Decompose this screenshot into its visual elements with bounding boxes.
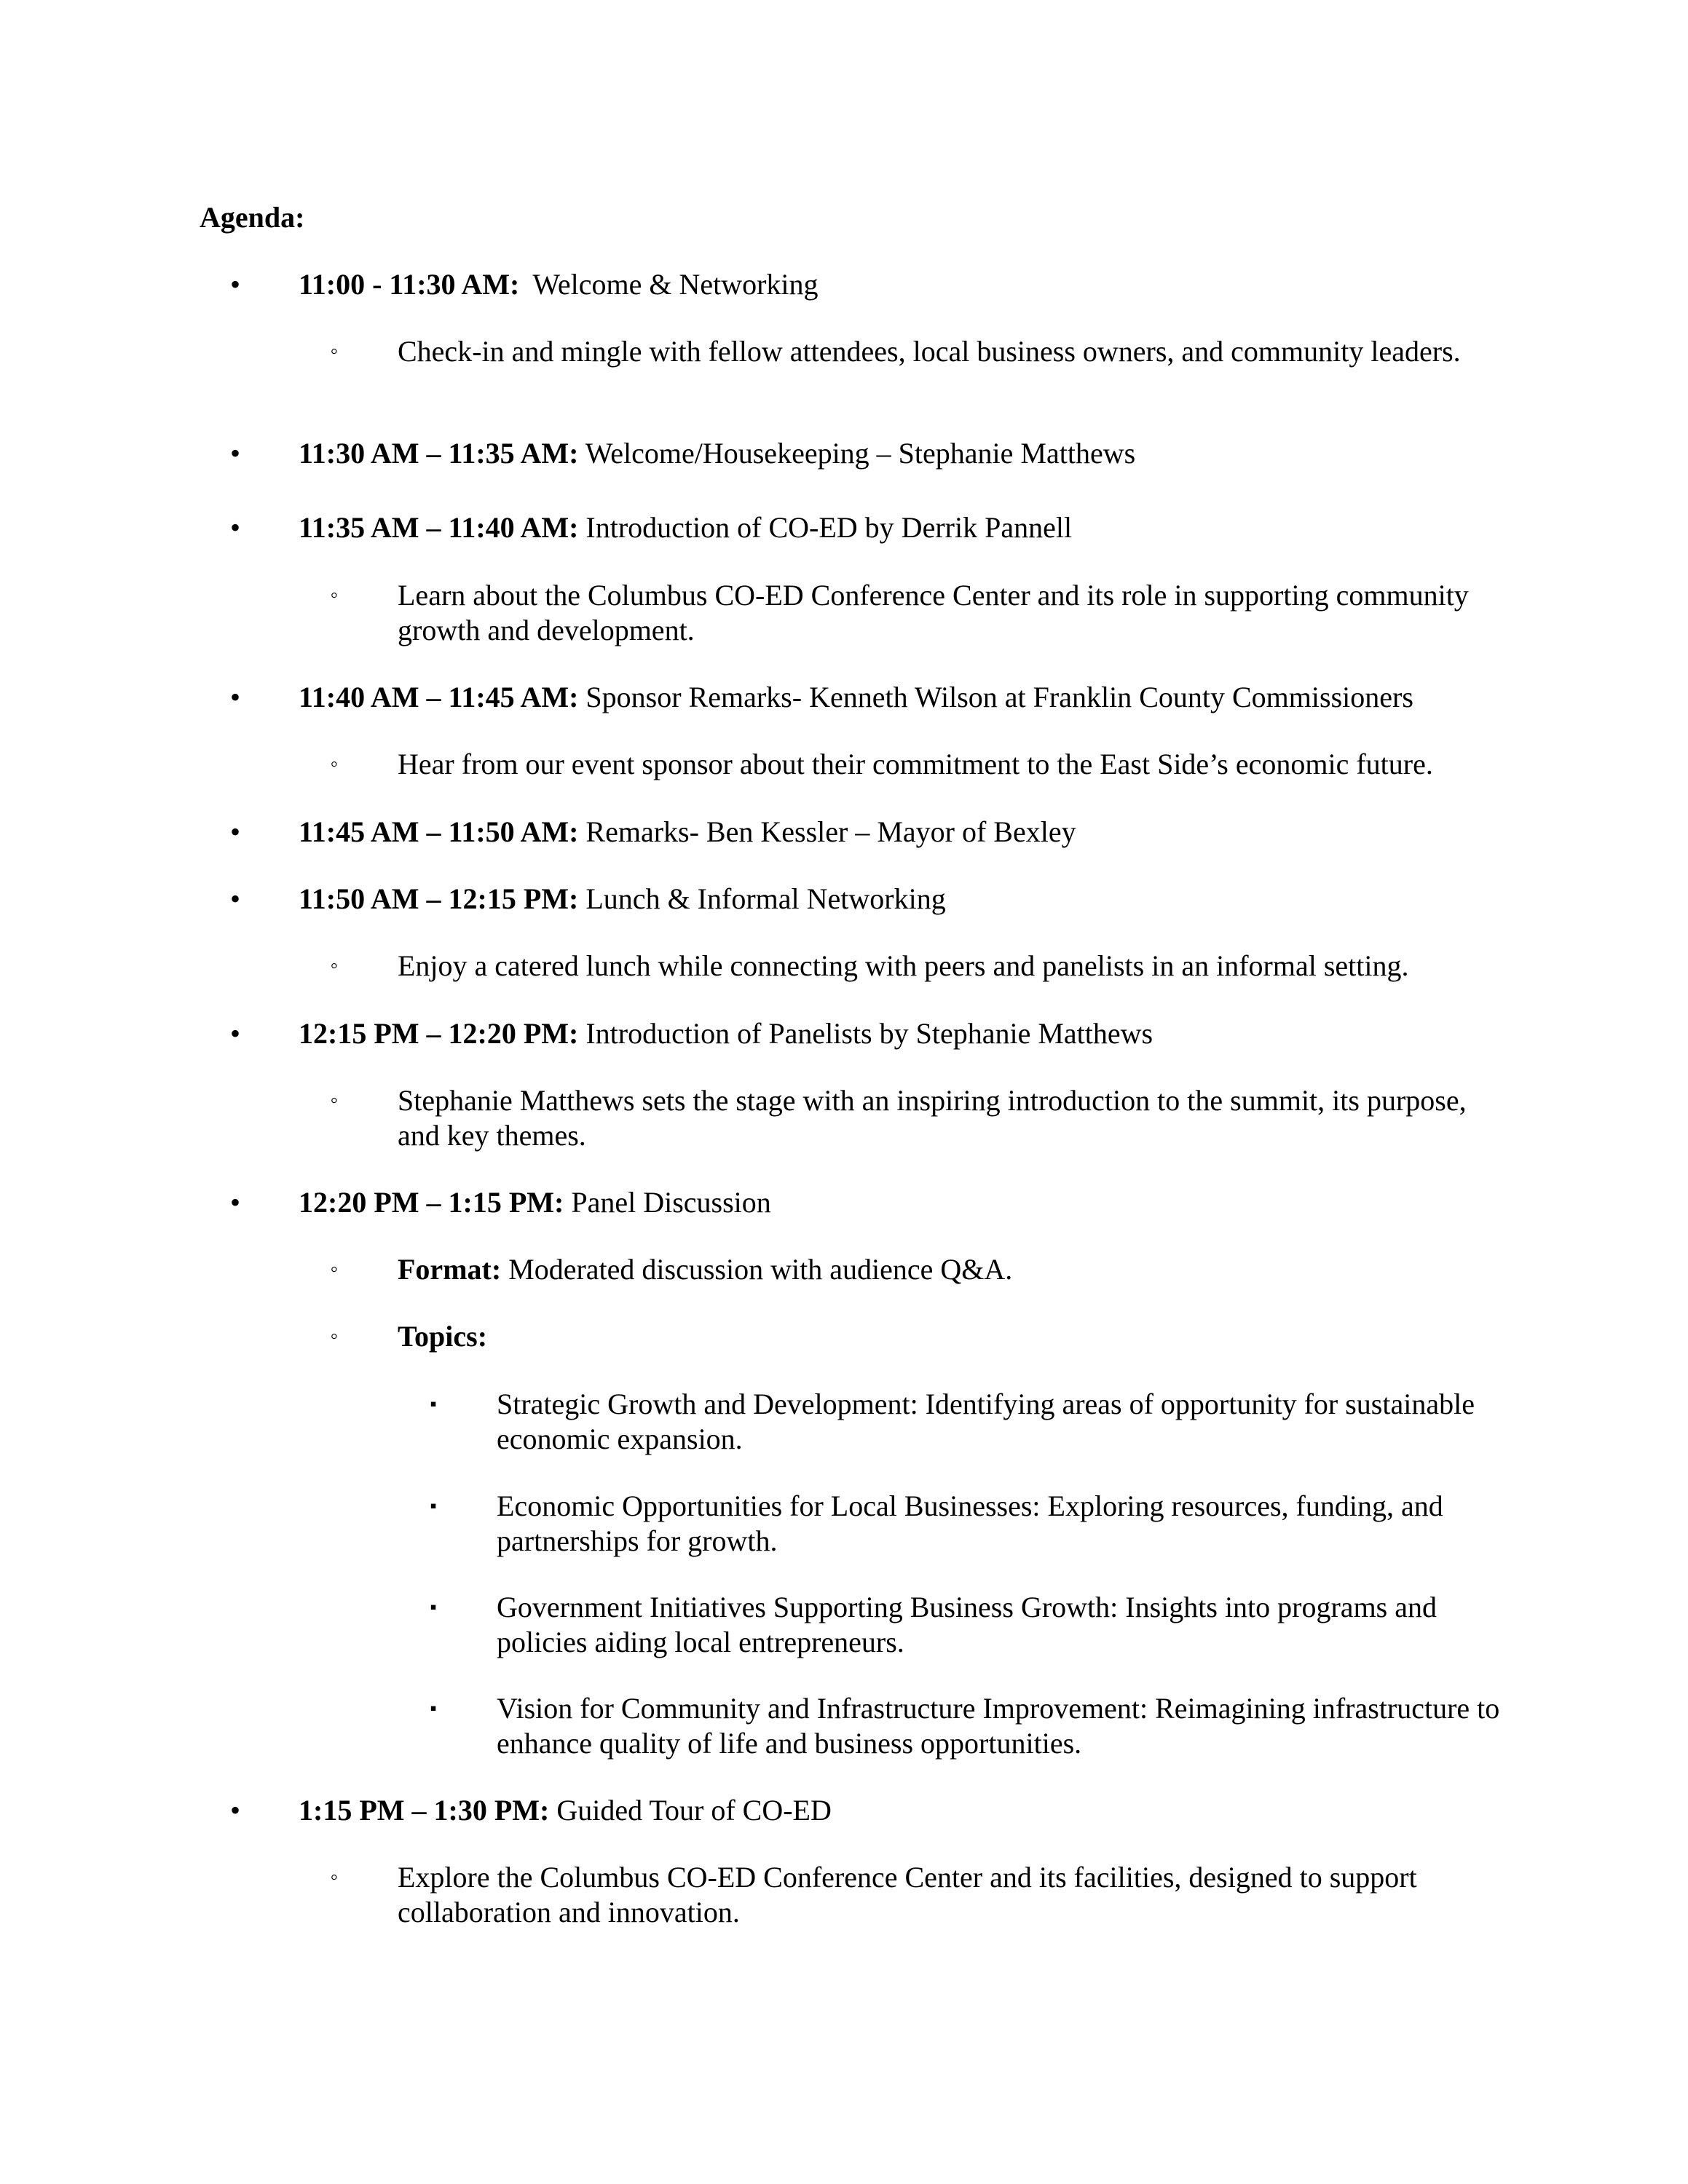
bullet-icon: • xyxy=(229,681,240,713)
bullet-icon: • xyxy=(229,511,240,544)
agenda-subitem xyxy=(330,334,1504,369)
agenda-item xyxy=(229,815,1500,850)
agenda-item xyxy=(229,1185,1500,1220)
agenda-item xyxy=(229,1016,1500,1051)
bullet-icon: • xyxy=(229,882,240,915)
page-title: Agenda: xyxy=(200,201,305,234)
circle-bullet-icon: ◦ xyxy=(330,583,339,607)
agenda-title: Lunch & Informal Networking xyxy=(585,882,946,915)
topic-item xyxy=(430,1489,1502,1559)
agenda-subitem xyxy=(330,747,1504,782)
topic-text: Vision for Community and Infrastructure Improvement: Reimagining infrastructure to enhance quality of life and business opportunities. xyxy=(497,1692,1500,1760)
bullet-icon: • xyxy=(229,815,240,848)
agenda-title: Welcome & Networking xyxy=(532,268,819,301)
circle-bullet-icon: ◦ xyxy=(330,752,339,776)
agenda-subitem xyxy=(330,1083,1504,1153)
square-bullet-icon: ▪ xyxy=(430,1698,437,1719)
topic-text: Strategic Growth and Development: Identifying areas of opportunity for sustainable economic expansion. xyxy=(497,1388,1475,1455)
agenda-item xyxy=(229,680,1500,715)
agenda-subitem xyxy=(330,1252,1504,1287)
circle-bullet-icon: ◦ xyxy=(330,1324,339,1348)
subitem-text: Explore the Columbus CO-ED Conference Center and its facilities, designed to support collaboration and innovation. xyxy=(398,1861,1417,1928)
agenda-time: 12:15 PM – 12:20 PM: xyxy=(299,1017,579,1050)
topic-item xyxy=(430,1691,1502,1761)
square-bullet-icon: ▪ xyxy=(430,1393,437,1415)
agenda-item xyxy=(229,1793,1500,1828)
square-bullet-icon: ▪ xyxy=(430,1495,437,1516)
agenda-item xyxy=(229,436,1500,471)
agenda-title: Welcome/Housekeeping – Stephanie Matthews xyxy=(585,437,1136,470)
circle-bullet-icon: ◦ xyxy=(330,1865,339,1889)
agenda-subitem xyxy=(330,578,1504,648)
agenda-item xyxy=(229,882,1500,917)
bullet-icon: • xyxy=(229,1186,240,1219)
circle-bullet-icon: ◦ xyxy=(330,1257,339,1281)
circle-bullet-icon: ◦ xyxy=(330,1088,339,1112)
subitem-text: Check-in and mingle with fellow attendees, local business owners, and community leaders. xyxy=(398,335,1461,368)
subitem-text: Moderated discussion with audience Q&A. xyxy=(508,1253,1013,1286)
circle-bullet-icon: ◦ xyxy=(330,954,339,978)
subitem-text: Stephanie Matthews sets the stage with an inspiring introduction to the summit, its purpose, and key themes. xyxy=(398,1084,1467,1152)
topic-item xyxy=(430,1387,1502,1457)
agenda-title: Sponsor Remarks- Kenneth Wilson at Franklin County Commissioners xyxy=(585,681,1413,713)
subitem-text: Enjoy a catered lunch while connecting with peers and panelists in an informal setting. xyxy=(398,949,1409,982)
subitem-label: Topics: xyxy=(398,1320,488,1353)
subitem-text: Learn about the Columbus CO-ED Conference Center and its role in supporting community growth and development. xyxy=(398,579,1469,646)
agenda-item xyxy=(229,510,1500,545)
agenda-title: Remarks- Ben Kessler – Mayor of Bexley xyxy=(585,815,1076,848)
bullet-icon: • xyxy=(229,268,240,301)
agenda-item xyxy=(229,267,1500,302)
subitem-label: Format: xyxy=(398,1253,502,1286)
agenda-time: 1:15 PM – 1:30 PM: xyxy=(299,1794,550,1827)
agenda-time: 11:45 AM – 11:50 AM: xyxy=(299,815,579,848)
agenda-time: 11:40 AM – 11:45 AM: xyxy=(299,681,579,713)
agenda-time: 11:35 AM – 11:40 AM: xyxy=(299,511,579,544)
bullet-icon: • xyxy=(229,437,240,470)
bullet-icon: • xyxy=(229,1017,240,1050)
agenda-title: Introduction of CO-ED by Derrik Pannell xyxy=(585,511,1073,544)
agenda-time: 11:00 - 11:30 AM: xyxy=(299,268,520,301)
agenda-subitem xyxy=(330,1860,1504,1930)
agenda-time: 11:50 AM – 12:15 PM: xyxy=(299,882,579,915)
agenda-title: Introduction of Panelists by Stephanie Matthews xyxy=(585,1017,1153,1050)
agenda-title: Panel Discussion xyxy=(571,1186,771,1219)
bullet-icon: • xyxy=(229,1794,240,1827)
topic-item xyxy=(430,1590,1502,1660)
agenda-title: Guided Tour of CO-ED xyxy=(556,1794,832,1827)
agenda-subitem xyxy=(330,949,1504,984)
topic-text: Government Initiatives Supporting Business Growth: Insights into programs and policies aiding local entrepreneurs. xyxy=(497,1591,1437,1658)
agenda-time: 12:20 PM – 1:15 PM: xyxy=(299,1186,564,1219)
agenda-time: 11:30 AM – 11:35 AM: xyxy=(299,437,579,470)
agenda-subitem xyxy=(330,1319,1504,1354)
square-bullet-icon: ▪ xyxy=(430,1597,437,1618)
topic-text: Economic Opportunities for Local Businesses: Exploring resources, funding, and partnerships for growth. xyxy=(497,1489,1443,1557)
circle-bullet-icon: ◦ xyxy=(330,339,339,363)
subitem-text: Hear from our event sponsor about their commitment to the East Side’s economic future. xyxy=(398,748,1433,780)
